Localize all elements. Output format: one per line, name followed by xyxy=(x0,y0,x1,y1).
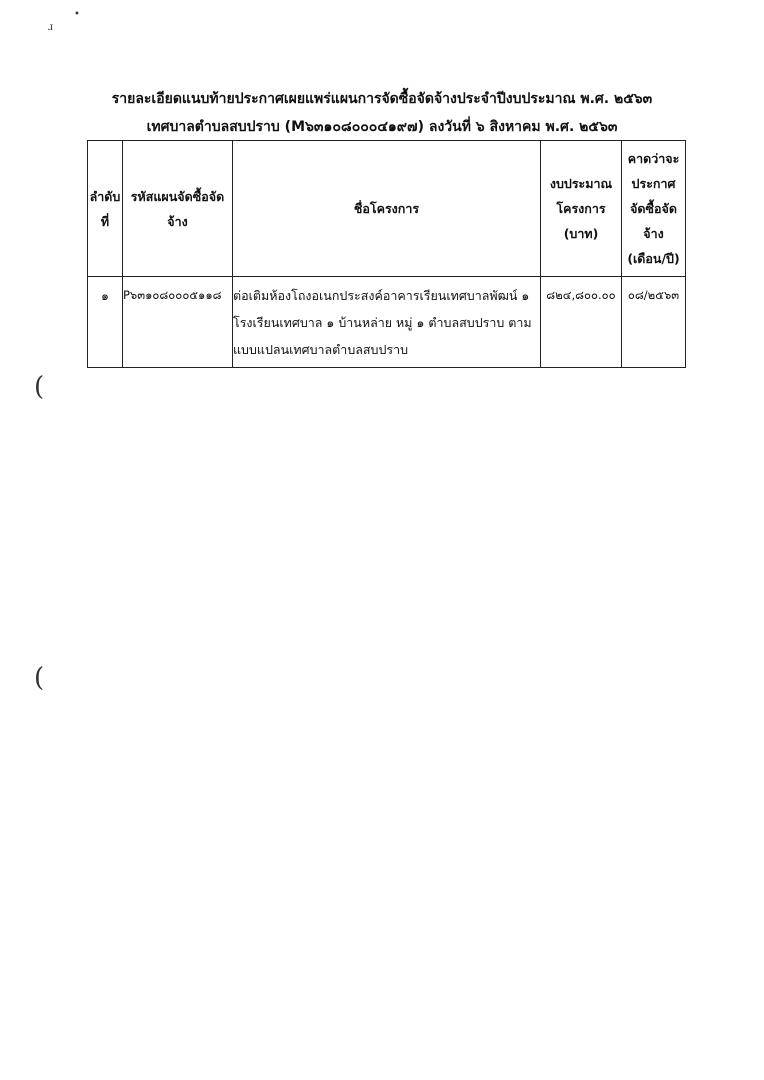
header-seq-line: ลำดับ xyxy=(89,188,121,204)
header-seq xyxy=(88,141,123,277)
table-row xyxy=(88,277,686,368)
header-code xyxy=(123,141,233,277)
header-budget-line: โครงการ xyxy=(556,201,606,216)
header-month-line: (เดือน/ปี) xyxy=(627,251,680,266)
header-month-line: จัดซื้อจัด xyxy=(630,201,677,216)
cell-budget: ๘๒๔,๘๐๐.๐๐ xyxy=(541,277,622,368)
cell-plan-code: P๖๓๑๐๘๐๐๐๕๑๑๘ xyxy=(123,277,233,368)
header-code-line: รหัสแผนจัดซื้อจัด xyxy=(130,188,225,204)
cell-seq: ๑ xyxy=(88,277,123,368)
cell-project-name xyxy=(233,277,541,368)
header-month-line: จ้าง xyxy=(643,226,664,241)
header-month xyxy=(622,141,686,277)
header-month-line: คาดว่าจะ xyxy=(627,151,680,166)
hole-punch-mark: ( xyxy=(34,663,45,693)
scan-mark: • xyxy=(74,9,80,20)
header-name xyxy=(233,141,541,277)
hole-punch-mark: ( xyxy=(34,372,45,402)
cell-expected-month: ๐๘/๒๕๖๓ xyxy=(622,277,686,368)
header-seq-line: ที่ xyxy=(100,213,110,229)
header-month-line: ประกาศ xyxy=(631,176,676,191)
project-name-line: โรงเรียนเทศบาล ๑ บ้านหล่าย หมู่ ๑ ตำบลสบปราบ ตาม xyxy=(233,315,532,330)
document-subtitle: เทศบาลตำบลสบปราบ (M๖๓๑๐๘๐๐๐๔๑๙๗) ลงวันที่ ๖ สิงหาคม พ.ศ. ๒๕๖๓ xyxy=(146,119,618,135)
header-name-line: ชื่อโครงการ xyxy=(353,201,420,216)
header-budget-line: งบประมาณ xyxy=(549,176,613,191)
procurement-plan-table xyxy=(87,140,686,368)
table-header-row xyxy=(88,141,686,277)
project-name-line: ต่อเติมห้องโถงอเนกประสงค์อาคารเรียนเทศบาลพัฒน์ ๑ xyxy=(233,288,530,303)
header-budget-line: (บาท) xyxy=(563,226,599,241)
scan-mark: ɹ xyxy=(48,22,54,33)
header-code-line: จ้าง xyxy=(167,213,188,229)
header-budget xyxy=(541,141,622,277)
project-name-line: แบบแปลนเทศบาลตำบลสบปราบ xyxy=(233,342,409,357)
document-title: รายละเอียดแนบท้ายประกาศเผยแพร่แผนการจัดซื้อจัดจ้างประจำปีงบประมาณ พ.ศ. ๒๕๖๓ xyxy=(111,91,653,107)
